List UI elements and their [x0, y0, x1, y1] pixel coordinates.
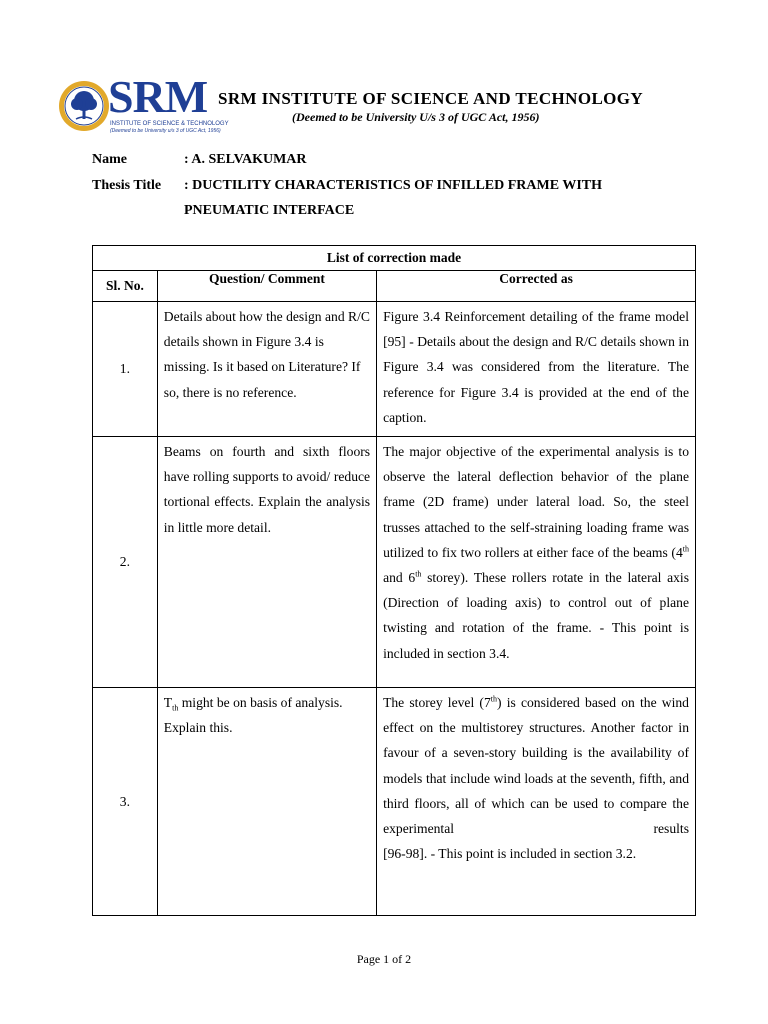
thesis-title-value: : DUCTILITY CHARACTERISTICS OF INFILLED FRAME WITH	[184, 178, 602, 193]
corrected-text-part: ) is considered based on the wind effect on the multistorey structures. Another factor in favour of a seven-story building is the availability of models that include wind loads at the seventh, fifth, and third floors, all of which can be used to compare the experimental results	[383, 695, 689, 837]
corrected-text-part: and 6	[383, 570, 416, 586]
row-question	[157, 302, 376, 437]
thesis-title-value-cont: PNEUMATIC INTERFACE	[184, 203, 355, 218]
institute-title: SRM INSTITUTE OF SCIENCE AND TECHNOLOGY	[218, 89, 644, 108]
superscript: th	[490, 694, 497, 704]
question-text: Beams on fourth and sixth floors have rolling supports to avoid/ reduce tortional effects. Explain the analysis in little more detail.	[163, 444, 371, 535]
table-row	[93, 437, 696, 688]
row-corrected	[377, 302, 696, 437]
row-corrected	[377, 688, 696, 916]
logo-wordmark: SRM	[108, 71, 208, 122]
row-corrected	[377, 437, 696, 688]
logo-subtext: INSTITUTE OF SCIENCE & TECHNOLOGY	[110, 121, 229, 127]
logo-subtext-deemed: (Deemed to be University u/s 3 of UGC Act, 1956)	[110, 128, 221, 134]
superscript: th	[682, 544, 689, 554]
row-question	[157, 437, 376, 688]
corrected-text: Figure 3.4 Reinforcement detailing of the frame model [95] - Details about the design and R/C details shown in Figure 3.4 was considered from the literature. The reference for Figure 3.4 is provided at the end of the caption.	[383, 309, 689, 425]
corrected-text-part: The major objective of the experimental analysis is to observe the lateral deflection behavior of the plane frame (2D frame) under lateral load. So, the steel trusses attached to the self-straining loading frame was utilized to fix two rollers at either face of the beams (4	[383, 444, 689, 560]
table-row	[93, 302, 696, 437]
name-value: : A. SELVAKUMAR	[184, 152, 307, 167]
table-caption: List of correction made	[93, 246, 696, 271]
corrected-text	[377, 688, 695, 841]
corrected-text-part: The storey level (7	[383, 695, 491, 710]
column-header-sl-no: Sl. No.	[93, 271, 158, 302]
column-header-question: Question/ Comment	[157, 271, 376, 302]
row-question	[157, 688, 376, 916]
thesis-title-label: Thesis Title	[92, 178, 162, 193]
row-sl-no	[93, 302, 158, 437]
subscript: th	[172, 703, 179, 713]
question-text-part: might be on basis of analysis. Explain this.	[163, 695, 343, 736]
table-row	[93, 688, 696, 916]
row-sl-no	[93, 437, 158, 688]
row-sl-no-text: 3.	[119, 793, 130, 809]
superscript: th	[415, 569, 422, 579]
question-text: Details about how the design and R/C details shown in Figure 3.4 is missing. Is it based on Literature? If so, there is no reference.	[163, 309, 370, 400]
row-sl-no-text: 2.	[119, 554, 130, 569]
page-number: Page 1 of 2	[356, 952, 412, 966]
question-text	[158, 688, 376, 740]
name-label: Name	[92, 152, 127, 167]
column-header-corrected: Corrected as	[377, 271, 696, 302]
corrections-table	[92, 245, 696, 916]
institute-subtitle: (Deemed to be University U/s 3 of UGC Act, 1956)	[292, 110, 540, 124]
corrected-text	[377, 437, 695, 666]
table-header-row	[93, 271, 696, 302]
row-sl-no	[93, 688, 158, 916]
corrected-text-last-line: [96-98]. - This point is included in section 3.2.	[383, 846, 637, 862]
row-sl-no-text: 1.	[119, 361, 130, 376]
corrected-text-part: storey). These rollers rotate in the lateral axis (Direction of loading axis) to control out of plane twisting and rotation of the frame. - This point is included in section 3.4.	[383, 570, 689, 661]
srm-tree-emblem-icon	[58, 80, 110, 132]
question-text-part: T	[163, 695, 173, 710]
